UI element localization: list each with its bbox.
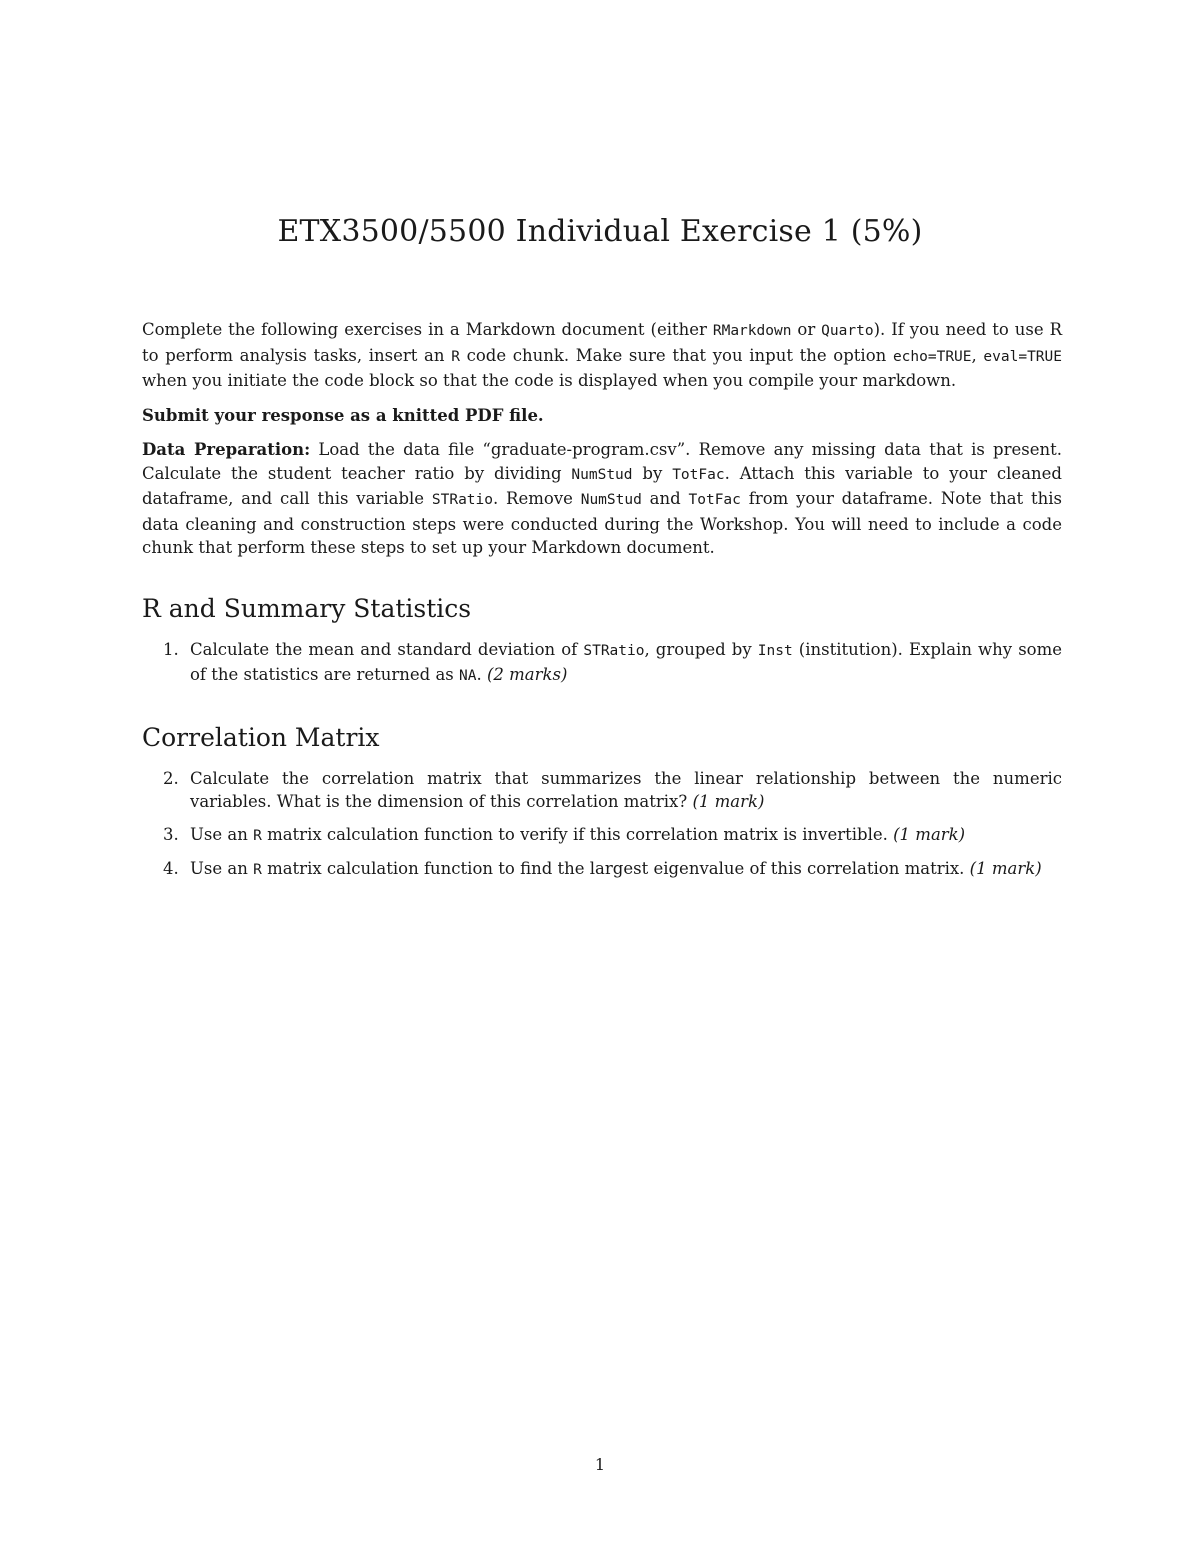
intro-code: echo=TRUE (892, 348, 972, 365)
data-prep-text: and (641, 489, 689, 508)
question-2 (142, 767, 1062, 814)
submit-instruction (142, 404, 1062, 428)
data-prep-code: TotFac (672, 466, 725, 483)
question-1 (142, 638, 1062, 689)
data-prep-code: STRatio (431, 492, 493, 508)
data-prep-code: TotFac (688, 492, 741, 508)
question-3 (142, 823, 1062, 849)
intro-code: eval=TRUE (983, 348, 1062, 365)
data-prep-text: Load the data file “graduate-program.csv”. Remove any missing data that is present. Calculate the student teacher ratio by dividing (142, 440, 1063, 483)
intro-code: Quarto (821, 323, 874, 339)
intro-code: RMarkdown (712, 323, 792, 339)
data-prep-label: Data Preparation: (142, 440, 311, 459)
question-number: 2. (163, 768, 179, 788)
data-prep-text: by (632, 463, 673, 483)
data-prep-text: . Attach this variable to your cleaned dataframe, and call this variable (142, 463, 1062, 508)
question-text: matrix calculation function to verify if this correlation matrix is invertible. (261, 824, 894, 844)
data-prep-text: from your dataframe. Note that this data cleaning and construction steps were conducted during the Workshop. You will need to include a code chunk that perform these steps to set up your Markdown document. (142, 489, 1062, 557)
question-text: Calculate the correlation matrix that summarizes the linear relationship between the numeric variables. What is the dimension of this correlation matrix? (190, 768, 1062, 811)
question-code: R (253, 827, 262, 844)
document-body (142, 318, 1062, 892)
question-text: . (476, 665, 487, 684)
question-list-summary (142, 638, 1062, 689)
data-prep-text: . Remove (492, 489, 581, 508)
page-number: 1 (594, 1455, 606, 1474)
question-number: 3. (163, 824, 179, 844)
section-heading-correlation-matrix: Correlation Matrix (142, 722, 380, 752)
intro-text: when you initiate the code block so that the code is displayed when you compile your markdown. (142, 371, 957, 390)
intro-code: R (451, 348, 460, 365)
question-number: 1. (163, 639, 179, 659)
question-code: NA (459, 668, 477, 684)
intro-text: ). If you need to use R to perform analysis tasks, insert an (142, 320, 1063, 365)
data-preparation-paragraph (142, 438, 1062, 560)
data-prep-code: NumStud (580, 492, 642, 508)
data-prep-code: NumStud (571, 466, 633, 483)
question-text: Calculate the mean and standard deviation of (190, 639, 584, 659)
question-code: Inst (757, 642, 793, 659)
question-text: matrix calculation function to find the largest eigenvalue of this correlation matrix. (261, 859, 970, 878)
question-text: Use an (190, 859, 254, 878)
document-title: ETX3500/5500 Individual Exercise 1 (5%) (277, 214, 923, 249)
question-code: STRatio (583, 642, 645, 659)
section-heading-summary-statistics: R and Summary Statistics (142, 593, 472, 623)
intro-text: Complete the following exercises in a Markdown document (either (142, 320, 713, 339)
intro-paragraph (142, 318, 1062, 393)
question-list-correlation (142, 767, 1062, 883)
question-number: 4. (163, 859, 179, 878)
intro-text: , (971, 345, 984, 365)
question-marks: (1 mark) (692, 792, 765, 811)
question-marks: (1 mark) (969, 859, 1042, 878)
intro-text: or (791, 320, 822, 339)
question-text: , grouped by (644, 639, 758, 659)
intro-text: code chunk. Make sure that you input the option (459, 345, 893, 365)
question-marks: (2 marks) (486, 665, 568, 684)
question-code: R (253, 862, 262, 878)
question-4 (142, 857, 1062, 883)
question-text: (institution). Explain why some of the statistics are returned as (190, 639, 1063, 684)
question-text: Use an (190, 824, 254, 844)
question-marks: (1 mark) (893, 824, 966, 844)
submit-text: Submit your response as a knitted PDF file. (142, 405, 544, 425)
